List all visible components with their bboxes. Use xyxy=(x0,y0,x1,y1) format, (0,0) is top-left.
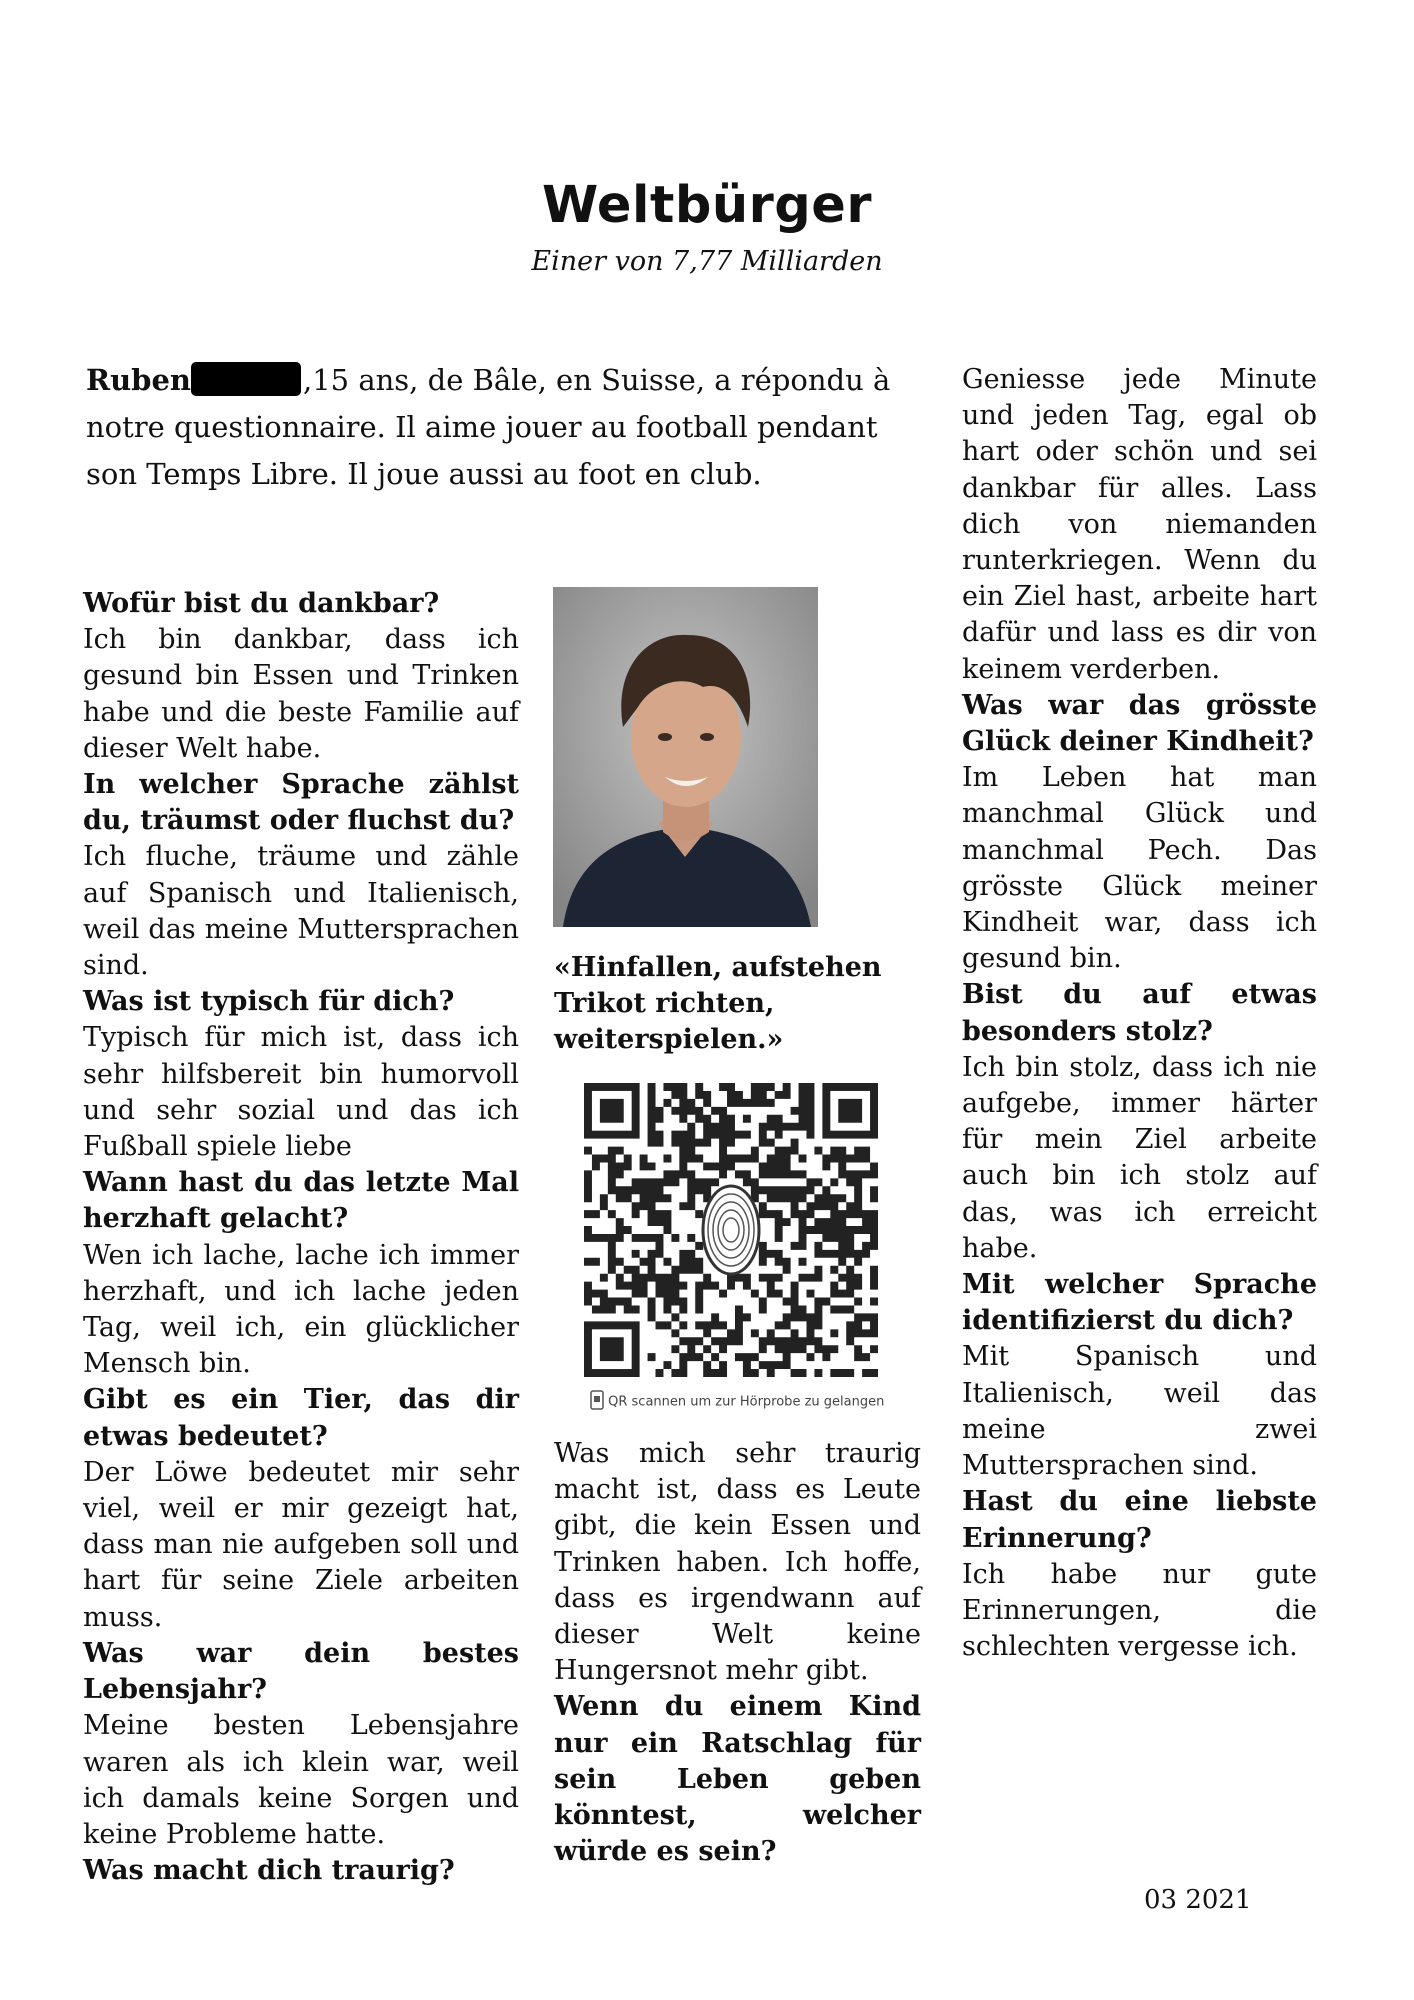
qr-code[interactable] xyxy=(584,1083,878,1377)
page-title: Weltbürger xyxy=(541,176,873,235)
person-portrait-icon xyxy=(553,587,818,927)
answer: Mit Spanisch und Italienisch, weil das meine zwei Muttersprachen sind. xyxy=(962,1341,1317,1482)
question: Hast du eine liebste Erinnerung? xyxy=(962,1486,1317,1554)
question: Was ist typisch für dich? xyxy=(83,986,455,1018)
redacted-surname xyxy=(191,362,301,396)
person-name: Ruben xyxy=(86,363,191,397)
answer: Typisch für mich ist, dass ich sehr hilfsbereit bin humorvoll und sehr sozial und das ich Fußball spiele liebe xyxy=(83,1022,519,1163)
answer: Geniesse jede Minute und jeden Tag, egal ob hart oder schön und sei dankbar für alles. Lass dich von niemanden runterkriegen. Wenn du ein Ziel hast, arbeite hart dafür und lass es dir von keinem verderben. xyxy=(962,364,1317,685)
qr-caption xyxy=(590,1390,920,1414)
question: Was war dein bestes Lebensjahr? xyxy=(83,1637,519,1706)
issue-date: 03 2021 xyxy=(1144,1885,1252,1915)
interview-column-2 xyxy=(554,1436,921,1870)
answer: Ich bin stolz, dass ich nie aufgebe, immer härter für mein Ziel arbeite auch bin ich stolz auf das, was ich erreicht habe. xyxy=(962,1051,1317,1264)
answer: Im Leben hat man manchmal Glück und manchmal Pech. Das grösste Glück meiner Kindheit war, dass ich gesund bin. xyxy=(962,762,1317,975)
intro-text: ,15 ans, de Bâle, en Suisse, a répondu à notre questionnaire. Il aime jouer au football pendant son Temps Libre. Il joue aussi au foot en club. xyxy=(86,363,891,491)
portrait-photo xyxy=(553,587,818,927)
pull-quote: «Hinfallen, aufstehen Trikot richten, weiterspielen.» xyxy=(554,952,882,1055)
answer: Der Löwe bedeutet mir sehr viel, weil er mir gezeigt hat, dass man nie aufgeben soll und hart für seine Ziele arbeiten muss. xyxy=(83,1456,519,1633)
question: Was war das grösste Glück deiner Kindheit? xyxy=(962,689,1317,758)
answer: Meine besten Lebensjahre waren als ich klein war, weil ich damals keine Sorgen und keine Probleme hatte. xyxy=(83,1710,519,1850)
qr-caption-text: QR scannen um zur Hörprobe zu gelangen xyxy=(608,1394,885,1410)
qr-code-icon xyxy=(584,1083,878,1377)
question: Wofür bist du dankbar? xyxy=(83,588,440,619)
answer: Was mich sehr traurig macht ist, dass es Leute gibt, die kein Essen und Trinken haben. Ich hoffe, dass es irgendwann auf dieser Welt keine Hungersnot mehr gibt. xyxy=(554,1438,921,1687)
answer: Ich habe nur gute Erinnerungen, die schlechten vergesse ich. xyxy=(962,1558,1317,1663)
fingerprint-globe-icon xyxy=(703,1186,759,1274)
interview-column-1 xyxy=(83,586,519,1889)
answer: Wen ich lache, lache ich immer herzhaft, und ich lache jeden Tag, weil ich, ein glücklicher Mensch bin. xyxy=(83,1239,519,1380)
interview-column-3 xyxy=(962,362,1317,1665)
question: Wenn du einem Kind nur ein Ratschlag für sein Leben geben könntest, welcher würde es sein? xyxy=(554,1691,921,1868)
phone-scan-icon xyxy=(590,1399,608,1414)
answer: Ich fluche, träume und zähle auf Spanisch und Italienisch, weil das meine Muttersprachen sind. xyxy=(83,841,519,982)
question: Wann hast du das letzte Mal herzhaft gelacht? xyxy=(83,1167,519,1235)
question: Gibt es ein Tier, das dir etwas bedeutet? xyxy=(83,1384,519,1452)
answer: Ich bin dankbar, dass ich gesund bin Essen und Trinken habe und die beste Familie auf dieser Welt habe. xyxy=(83,624,519,764)
intro-paragraph xyxy=(86,357,906,498)
question: Bist du auf etwas besonders stolz? xyxy=(962,979,1317,1047)
question: Mit welcher Sprache identifizierst du dich? xyxy=(962,1269,1317,1337)
page-subtitle: Einer von 7,77 Milliarden xyxy=(531,246,883,277)
question: Was macht dich traurig? xyxy=(83,1855,455,1887)
question: In welcher Sprache zählst du, träumst oder fluchst du? xyxy=(83,769,519,837)
